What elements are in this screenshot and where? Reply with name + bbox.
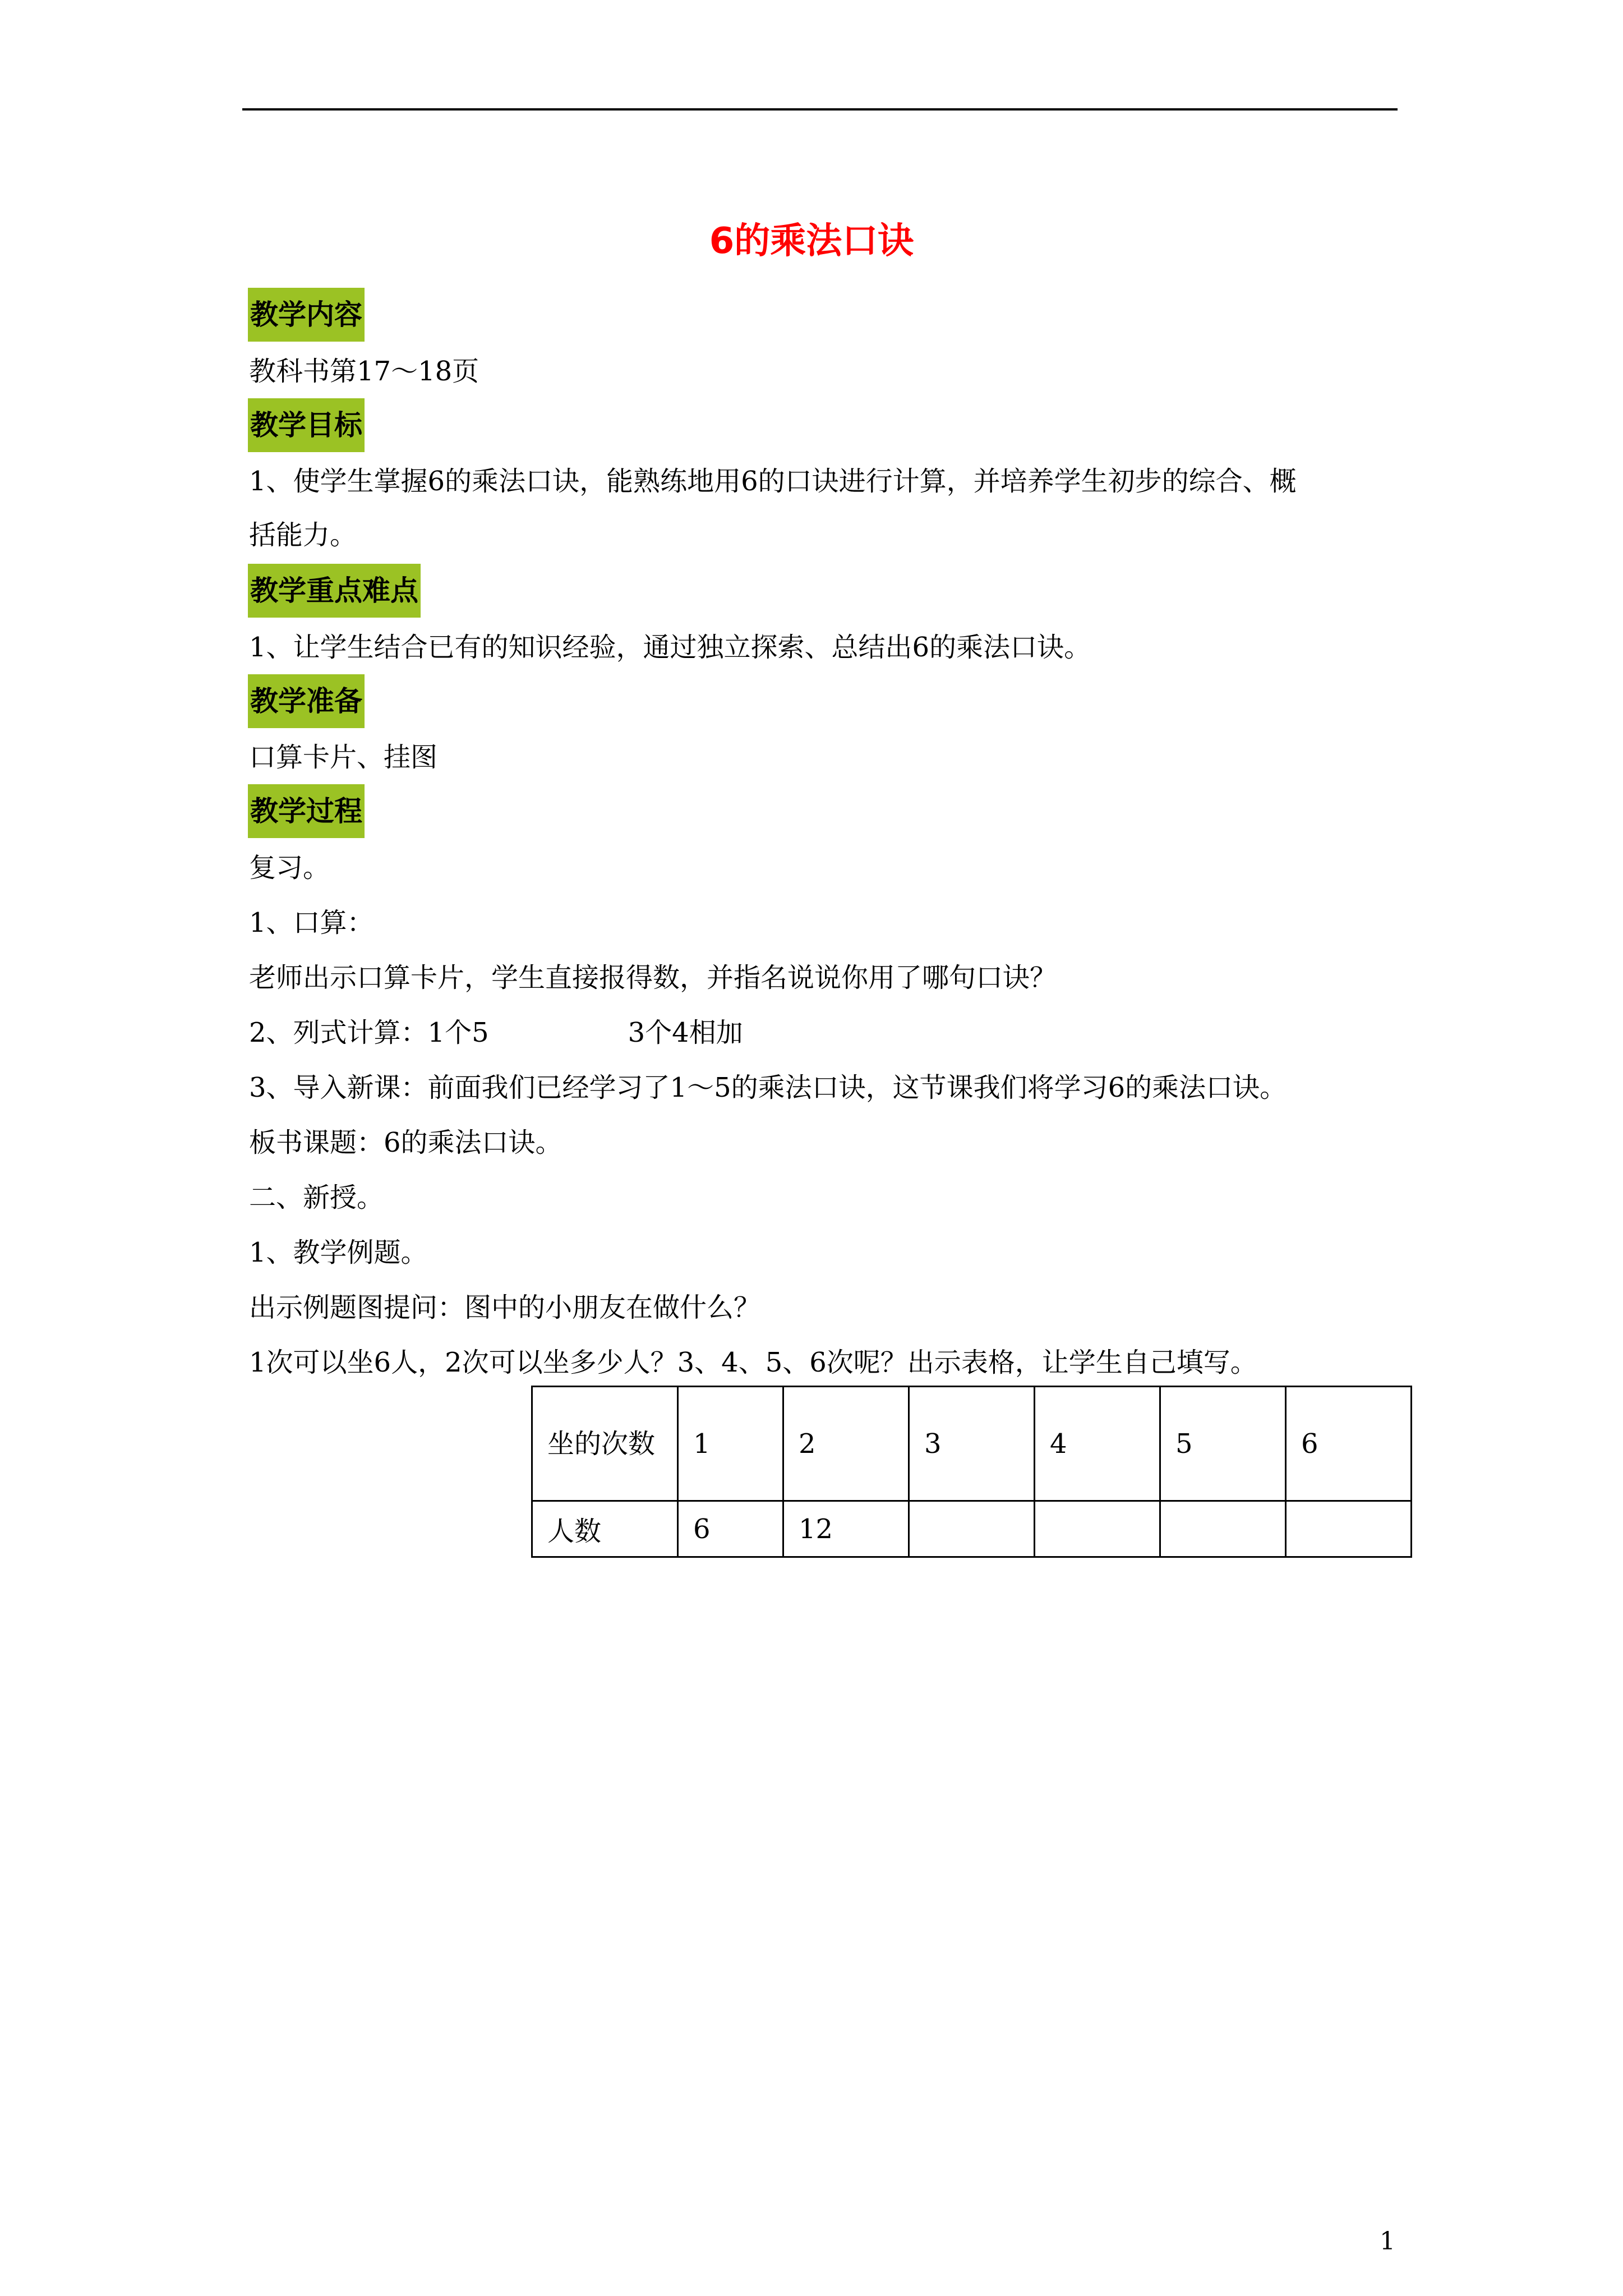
process-oral-desc: 老师出示口算卡片，学生直接报得数，并指名说说你用了哪句口诀？ [249,962,1057,993]
table-cell: 6 [678,1501,783,1557]
table-cell [1035,1501,1160,1557]
page-number: 1 [1380,2227,1395,2256]
table-cell: 6 [1286,1387,1412,1501]
table-cell: 1 [678,1387,783,1501]
table-cell: 4 [1035,1387,1160,1501]
document-title: 6的乘法口诀 [709,220,914,262]
table-cell: 2 [783,1387,909,1501]
process-calc-a: 2、列式计算：1个5 [249,1017,489,1048]
process-review: 复习。 [249,852,330,884]
goal-line-1: 1、使学生掌握6的乘法口诀，能熟练地用6的口诀进行计算，并培养学生初步的综合、概 [249,466,1297,497]
process-new-lesson: 二、新授。 [249,1182,384,1213]
table-row [532,1501,1412,1557]
table-cell [1160,1501,1286,1557]
section-heading-process: 教学过程 [248,784,365,838]
table-cell [909,1501,1035,1557]
table-row-header: 人数 [532,1501,678,1557]
table-row [532,1387,1412,1501]
seating-table [531,1386,1412,1558]
section-heading-key: 教学重点难点 [248,564,421,618]
table-cell: 3 [909,1387,1035,1501]
table-cell [1286,1501,1412,1557]
content-text: 教科书第17～18页 [249,356,479,387]
process-table-intro: 1次可以坐6人，2次可以坐多少人？3、4、5、6次呢？出示表格，让学生自己填写。 [249,1347,1257,1378]
section-heading-prep: 教学准备 [248,674,365,728]
process-intro: 3、导入新课：前面我们已经学习了1～5的乘法口诀，这节课我们将学习6的乘法口诀。 [249,1072,1287,1103]
section-heading-goal: 教学目标 [248,398,365,452]
section-heading-content: 教学内容 [248,288,365,342]
table-cell: 12 [783,1501,909,1557]
goal-line-2: 括能力。 [249,519,357,551]
process-calc-b: 3个4相加 [628,1017,743,1048]
process-question: 出示例题图提问：图中的小朋友在做什么？ [249,1292,761,1323]
key-text: 1、让学生结合已有的知识经验，通过独立探索、总结出6的乘法口诀。 [249,632,1091,663]
prep-text: 口算卡片、挂图 [249,742,438,773]
process-oral: 1、口算： [249,907,374,938]
table-row-header: 坐的次数 [532,1387,678,1501]
header-rule [242,108,1398,111]
process-example: 1、教学例题。 [249,1237,428,1268]
process-board-title: 板书课题：6的乘法口诀。 [249,1127,562,1158]
table-cell: 5 [1160,1387,1286,1501]
process-calc [249,1015,743,1051]
